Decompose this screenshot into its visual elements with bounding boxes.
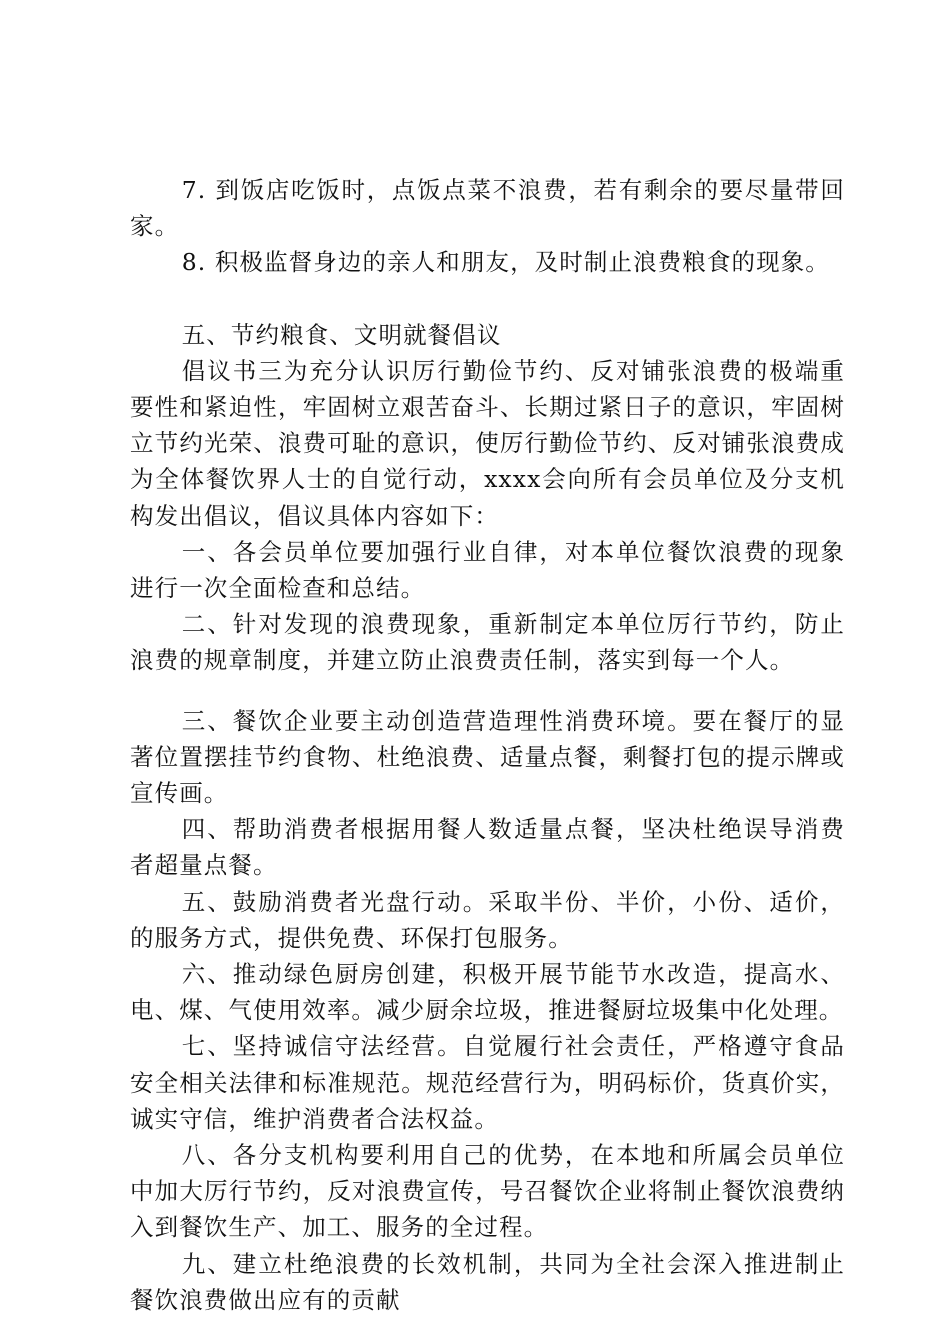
section-heading: 五、节约粮食、文明就餐倡议 [181,320,502,349]
spacer [130,281,845,317]
proposal-item-1: 一、各会员单位要加强行业自律，对本单位餐饮浪费的现象进行一次全面检查和总结。 [130,537,845,603]
proposal-item-2: 二、针对发现的浪费现象，重新制定本单位厉行节约，防止浪费的规章制度，并建立防止浪费责任制，落实到每一个人。 [130,610,845,675]
proposal-item-9: 九、建立杜绝浪费的长效机制，共同为全社会深入推进制止餐饮浪费做出应有的贡献 [130,1249,845,1314]
list-item-8: 8. 积极监督身边的亲人和朋友，及时制止浪费粮食的现象。 [181,248,830,277]
proposal-item-3: 三、餐饮企业要主动创造营造理性消费环境。要在餐厅的显著位置摆挂节约食物、杜绝浪费、适量点餐，剩餐打包的提示牌或宣传画。 [130,706,845,808]
proposal-item-6: 六、推动绿色厨房创建，积极开展节能节水改造，提高水、电、煤、气使用效率。减少厨余垃圾，推进餐厨垃圾集中化处理。 [130,960,845,1025]
proposal-item-8: 八、各分支机构要利用自己的优势，在本地和所属会员单位中加大厉行节约，反对浪费宣传，号召餐饮企业将制止餐饮浪费纳入到餐饮生产、加工、服务的全过程。 [130,1141,845,1242]
spacer [130,679,845,703]
document-body [130,172,845,1318]
proposal-item-4: 四、帮助消费者根据用餐人数适量点餐，坚决杜绝误导消费者超量点餐。 [130,815,845,880]
intro-paragraph: 倡议书三为充分认识厉行勤俭节约、反对铺张浪费的极端重要性和紧迫性，牢固树立艰苦奋斗、长期过紧日子的意识，牢固树立节约光荣、浪费可耻的意识，使厉行勤俭节约、反对铺张浪费成为全体餐饮界人士的自觉行动，xxxx会向所有会员单位及分支机构发出倡议，倡议具体内容如下： [130,356,845,530]
proposal-item-5: 五、鼓励消费者光盘行动。采取半份、半价，小份、适价，的服务方式，提供免费、环保打包服务。 [130,887,845,952]
list-item-7: 7. 到饭店吃饭时，点饭点菜不浪费，若有剩余的要尽量带回家。 [130,176,845,241]
proposal-item-7: 七、坚持诚信守法经营。自觉履行社会责任，严格遵守食品安全相关法律和标准规范。规范经营行为，明码标价，货真价实，诚实守信，维护消费者合法权益。 [130,1032,845,1133]
